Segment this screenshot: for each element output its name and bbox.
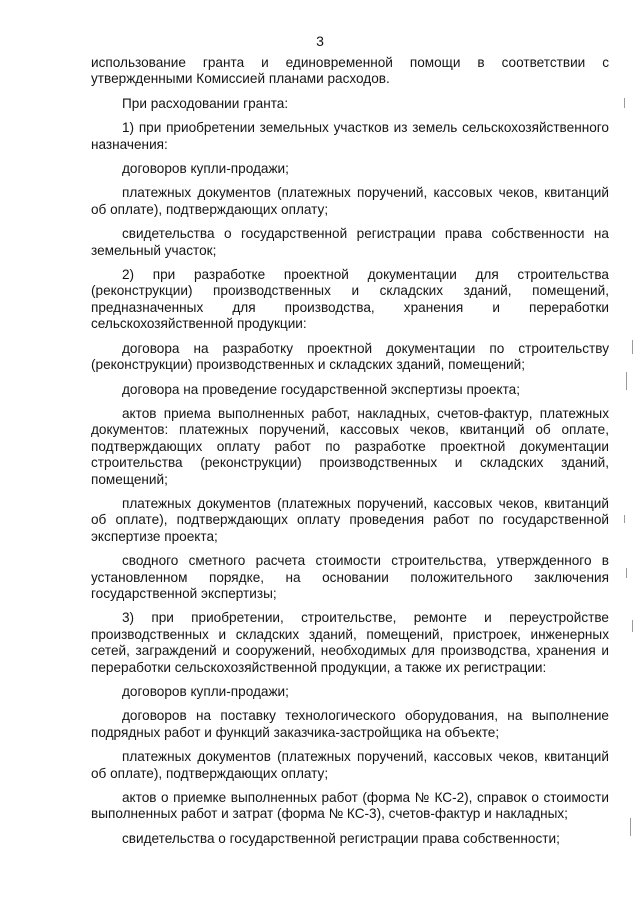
paragraph: платежных документов (платежных поручений, кассовых чеков, квитанций об оплате), подтверждающих оплату; (91, 185, 609, 217)
page-number: 3 (316, 33, 324, 49)
paragraph: договора на разработку проектной документации по строительству (реконструкции) производственных и складских зданий, помещений; (91, 340, 609, 373)
scan-artifact (626, 568, 627, 578)
scan-artifact (630, 818, 631, 836)
scan-artifact (624, 98, 625, 108)
paragraph: платежных документов (платежных поручений, кассовых чеков, квитанций об оплате), подтверждающих оплату проведения работ по государственной экспертизе проекта; (91, 495, 609, 544)
scan-artifact (632, 620, 633, 632)
paragraph: использование гранта и единовременной помощи в соответствии с утвержденными Комиссией планами расходов. (91, 55, 609, 87)
scan-artifact (626, 372, 627, 390)
paragraph: При расходовании гранта: (122, 95, 289, 111)
paragraph: актов приема выполненных работ, накладных, счетов-фактур, платежных документов: платежных поручений, кассовых чеков, квитанций об оплате, подтверждающих оплату работ по разработке проектной документации строительства (реконструкции) производственных и складских зданий, помещений; (91, 405, 609, 487)
scan-artifact (624, 515, 625, 523)
paragraph: сводного сметного расчета стоимости строительства, утвержденного в установленном порядке, на основании положительного заключения государственной экспертизы; (91, 553, 609, 601)
paragraph: договора на проведение государственной экспертизы проекта; (122, 381, 521, 397)
paragraph: договоров купли-продажи; (122, 684, 289, 699)
paragraph: свидетельства о государственной регистрации права собственности; (122, 830, 560, 846)
paragraph: платежных документов (платежных поручений, кассовых чеков, квитанций об оплате), подтверждающих оплату; (91, 749, 609, 781)
scan-artifact (632, 340, 633, 354)
paragraph: свидетельства о государственной регистрации права собственности на земельный участок; (91, 226, 609, 258)
paragraph: актов о приемке выполненных работ (форма № КС-2), справок о стоимости выполненных работ и затрат (форма № КС-3), счетов-фактур и накладных; (91, 790, 609, 822)
paragraph: 3) при приобретении, строительстве, ремонте и переустройстве производственных и складских зданий, помещений, пристроек, инженерных сетей, заграждений и сооружений, необходимых для производства, хранения и переработки сельскохозяйственной продукции, а также их регистрации: (91, 610, 609, 675)
paragraph: договоров на поставку технологического оборудования, на выполнение подрядных работ и функций заказчика-застройщика на объекте; (91, 708, 609, 740)
paragraph: 2) при разработке проектной документации для строительства (реконструкции) производственных и складских зданий, помещений, предназначенных для производства, хранения и переработки сельскохозяйственной продукции: (91, 267, 609, 332)
document-body (91, 55, 609, 855)
paragraph: 1) при приобретении земельных участков из земель сельскохозяйственного назначения: (91, 120, 609, 152)
paragraph: договоров купли-продажи; (122, 161, 289, 177)
